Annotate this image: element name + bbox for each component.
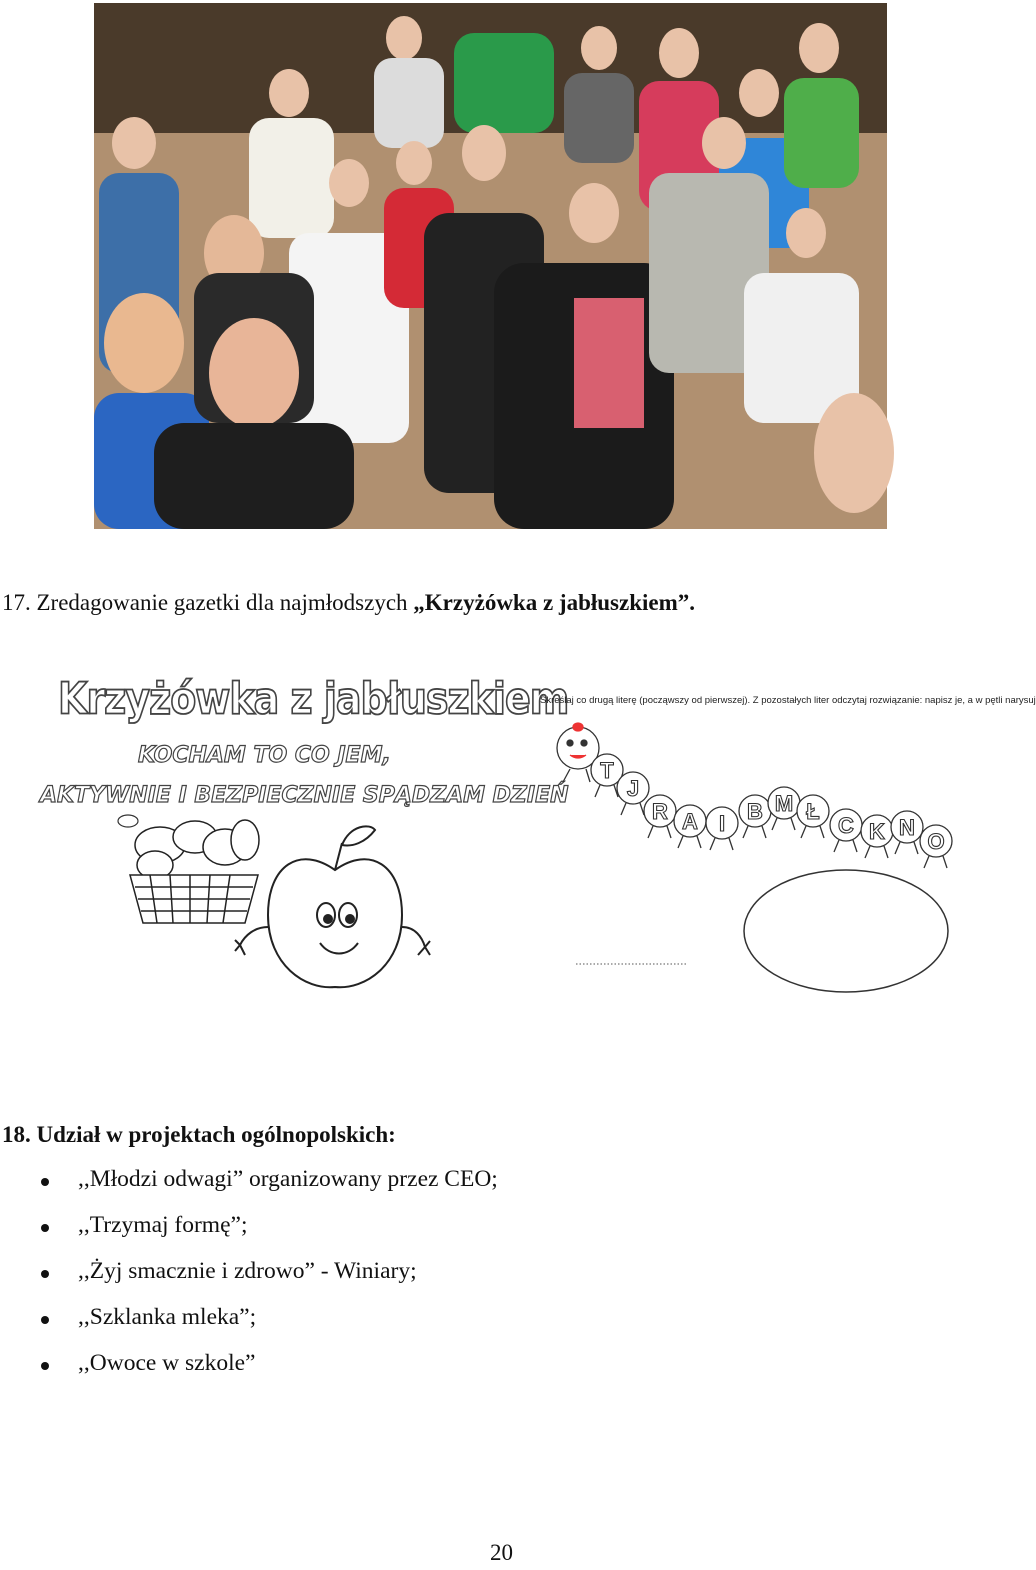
bullet-icon [41, 1270, 49, 1278]
crossword-letter-balloon [830, 809, 862, 852]
item-18-heading: 18. Udział w projektach ogólnopolskich: [2, 1122, 396, 1147]
bullet-icon [41, 1178, 49, 1186]
crossword-slogan-line1: KOCHAM TO CO JEM, [138, 743, 391, 768]
crossword-letter: B [747, 799, 763, 824]
crossword-letter-balloon [644, 795, 676, 838]
crossword-letter-balloon [706, 807, 738, 850]
crossword-letter-balloon [797, 795, 829, 838]
crossword-letter: J [626, 776, 640, 801]
crossword-title: Krzyżówka z jabłuszkiem [58, 673, 569, 724]
crossword-letter-balloon [920, 825, 952, 868]
bullet-icon [41, 1316, 49, 1324]
apple-character-icon [235, 826, 430, 987]
photo-illustration [94, 3, 887, 529]
crossword-letter: T [600, 758, 614, 783]
list-item-text: ,,Szklanka mleka”; [78, 1304, 257, 1330]
crossword-letter: Ł [806, 799, 820, 824]
crossword-letter: I [718, 811, 726, 836]
event-photo [94, 3, 887, 529]
fruit-basket-icon [130, 820, 259, 923]
crossword-letter-balloon [768, 787, 800, 830]
item-17 [2, 590, 695, 616]
crossword-illustration [30, 665, 1036, 1005]
item-17-bold-title: „Krzyżówka z jabłuszkiem”. [413, 590, 696, 615]
crossword-letter: K [869, 819, 885, 844]
crossword-letter: R [652, 799, 668, 824]
bullet-icon [41, 1362, 49, 1370]
crossword-instruction: Skreślaj co drugą literę (począwszy od pierwszej). Z pozostałych liter odczytaj rozwiązanie: napisz je, a w pętli narysuj [540, 695, 1036, 706]
crossword-letter: M [774, 791, 794, 816]
crossword-letter: A [682, 809, 698, 834]
crossword-letter-balloon [861, 815, 893, 858]
crossword-letter-balloon [891, 811, 923, 854]
crossword-letter: N [899, 815, 915, 840]
bullet-icon [41, 1224, 49, 1232]
drawing-loop [744, 870, 948, 992]
list-item-text: ,,Owoce w szkole” [78, 1350, 256, 1376]
list-item-text: ,,Młodzi odwagi” organizowany przez CEO; [78, 1166, 498, 1192]
page-number: 20 [490, 1540, 513, 1565]
crossword-letter-balloon [739, 795, 771, 838]
crossword-drawings [30, 665, 960, 1005]
list-item-text: ,,Żyj smacznie i zdrowo” - Winiary; [78, 1258, 417, 1284]
crossword-letter: O [927, 829, 945, 854]
crossword-slogan-line2: AKTYWNIE I BEZPIECZNIE SPĄDZAM DZIEŃ [40, 783, 569, 808]
item-17-text: 17. Zredagowanie gazetki dla najmłodszych [2, 590, 414, 615]
crossword-letter-balloon [674, 805, 706, 848]
list-item-text: ,,Trzymaj formę”; [78, 1212, 248, 1238]
crossword-letter: C [838, 813, 854, 838]
